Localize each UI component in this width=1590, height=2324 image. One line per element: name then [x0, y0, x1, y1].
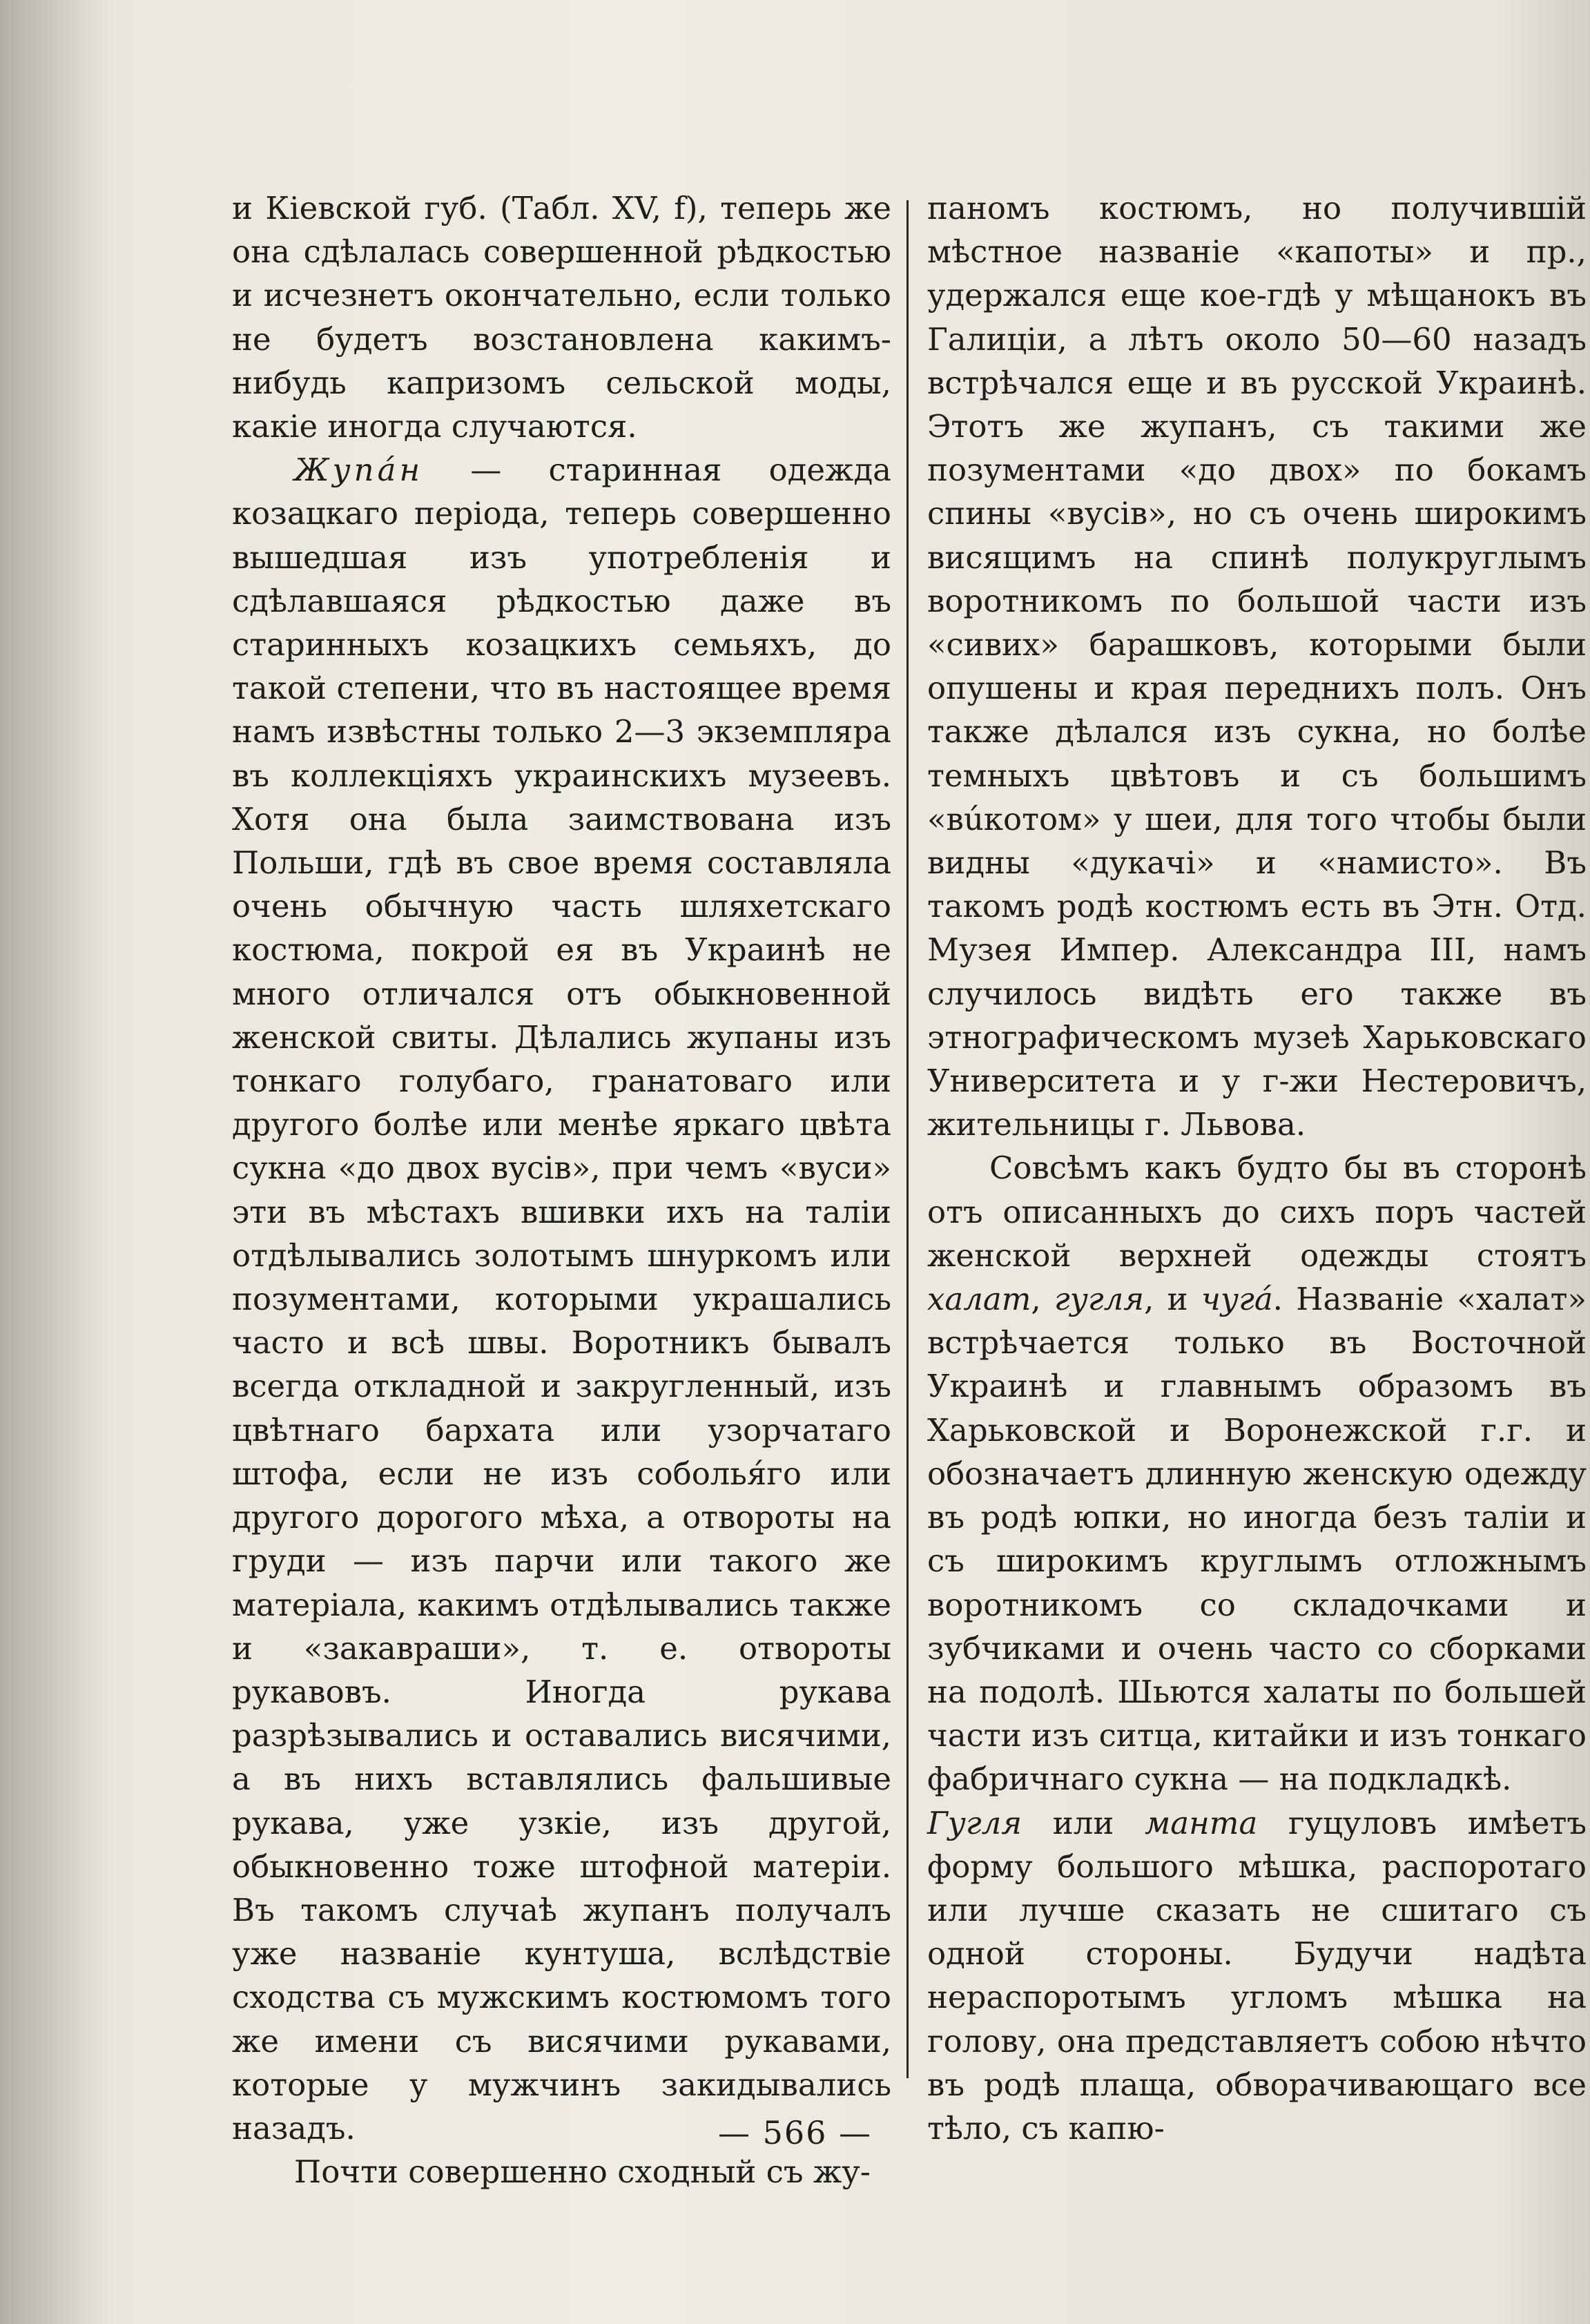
term-manta: манта	[1145, 1804, 1258, 1841]
column-divider	[907, 200, 909, 2078]
paragraph-khalat-text: . Названіе «халат» встрѣчается только въ Восточной Украинѣ и главнымъ образомъ въ Харьковской и Воронежской г.г. и обозначаетъ длинную женскую одежду въ родѣ юпки, но иногда безъ таліи и съ широкимъ круглымъ отложнымъ воротникомъ со складочками и зубчиками и очень часто со сборками на подолѣ. Шьются халаты по большей части изъ ситца, китайки и изъ тонкаго фабричнаго сукна — на подкладкѣ.	[927, 1281, 1587, 1798]
right-column	[927, 186, 1587, 2150]
paragraph-khalat	[927, 1146, 1587, 1801]
separator: ,	[1031, 1281, 1054, 1318]
term-guglya: гугля	[1054, 1281, 1145, 1318]
paragraph-kapota: паномъ костюмъ, но получившій мѣстное названіе «капоты» и пр., удержался еще кое-гдѣ у мѣщанокъ въ Галиціи, а лѣтъ около 50—60 назадъ встрѣчался еще и въ русской Украинѣ. Этотъ же жупанъ, съ такими же позументами «до двох» по бокамъ спины «вусів», но съ очень широкимъ висящимъ на спинѣ полукруглымъ воротникомъ по большой части изъ «сивих» барашковъ, которыми были опушены и края переднихъ полъ. Онъ также дѣлался изъ сукна, но болѣе темныхъ цвѣтовъ и съ большимъ «вúкотом» у шеи, для того чтобы были видны «дукачі» и «намисто». Въ такомъ родѣ костюмъ есть въ Этн. Отд. Музея Импер. Александра III, намъ случилось видѣть его также въ этнографическомъ музеѣ Харьковскаго Университета и у г-жи Нестеровичъ, жительницы г. Львова.	[927, 190, 1587, 1143]
left-column	[232, 186, 891, 2194]
separator: или	[1022, 1804, 1145, 1841]
paragraph-zhupan-text: — старинная одежда козацкаго періода, теперь совершенно вышедшая изъ употребленія и сдѣлавшаяся рѣдкостью даже въ старинныхъ козацкихъ семьяхъ, до такой степени, что въ настоящее время намъ извѣстны только 2—3 экземпляра въ коллекціяхъ украинскихъ музеевъ. Хотя она была заимствована изъ Польши, гдѣ въ свое время составляла очень обычную часть шляхетскаго костюма, покрой ея въ Украинѣ не много отличался отъ обыкновенной женской свиты. Дѣлались жупаны изъ тонкаго голубаго, гранатоваго или другого болѣе или менѣе яркаго цвѣта сукна «до двох вусів», при чемъ «вуси» эти въ мѣстахъ вшивки ихъ на таліи отдѣлывались золотымъ шнуркомъ или позументами, которыми украшались часто и всѣ швы. Воротникъ бывалъ всегда откладной и закругленный, изъ цвѣтнаго бархата или узорчатаго штофа, если не изъ соболья́го или другого дорогого мѣха, а отвороты на груди — изъ парчи или такого же матеріала, какимъ отдѣлывались также и «закавраши», т. е. отвороты рукавовъ. Иногда рукава разрѣзывались и оставались висячими, а въ нихъ вставлялись фальшивые рукава, уже узкіе, изъ другой, обыкновенно тоже штофной матеріи. Въ такомъ случаѣ жупанъ получалъ уже названіе кунтуша, вслѣдствіе сходства съ мужскимъ костюмомъ того же имени съ висячими рукавами, которые у мужчинъ закидывались назадъ.	[232, 452, 891, 2147]
page-number: — 566 —	[717, 2114, 873, 2151]
paragraph-3: Почти совершенно сходный съ жу-	[294, 2153, 871, 2191]
paragraph-guglya	[927, 1801, 1587, 2151]
page-shadow	[0, 0, 117, 2324]
paragraph-1: и Кіевской губ. (Табл. XV, f), теперь же она сдѣлалась совершенной рѣдкостью и исчезнетъ окончательно, если только не будетъ возстановлена какимъ-нибудь капризомъ сельской моды, какіе иногда случаются.	[232, 190, 891, 445]
term-guglya-heading: Гугля	[927, 1804, 1022, 1841]
paragraph-guglya-text: гуцуловъ имѣетъ форму большого мѣшка, распоротаго или лучше сказать не сшитаго съ одной стороны. Будучи надѣта нераспоротымъ угломъ мѣшка на голову, она представляетъ собою нѣчто въ родѣ плаща, обворачивающаго все тѣло, съ капю-	[927, 1804, 1587, 2147]
paragraph-khalat-intro: Совсѣмъ какъ будто бы въ сторонѣ отъ описанныхъ до сихъ поръ частей женской верхней одежды стоятъ	[927, 1150, 1587, 1274]
term-zhupan: Жупáн	[294, 452, 424, 489]
separator: , и	[1144, 1281, 1201, 1318]
paragraph-zhupan	[232, 448, 891, 2150]
term-chuga: чугá	[1201, 1281, 1273, 1318]
term-khalat: халат	[927, 1281, 1031, 1318]
